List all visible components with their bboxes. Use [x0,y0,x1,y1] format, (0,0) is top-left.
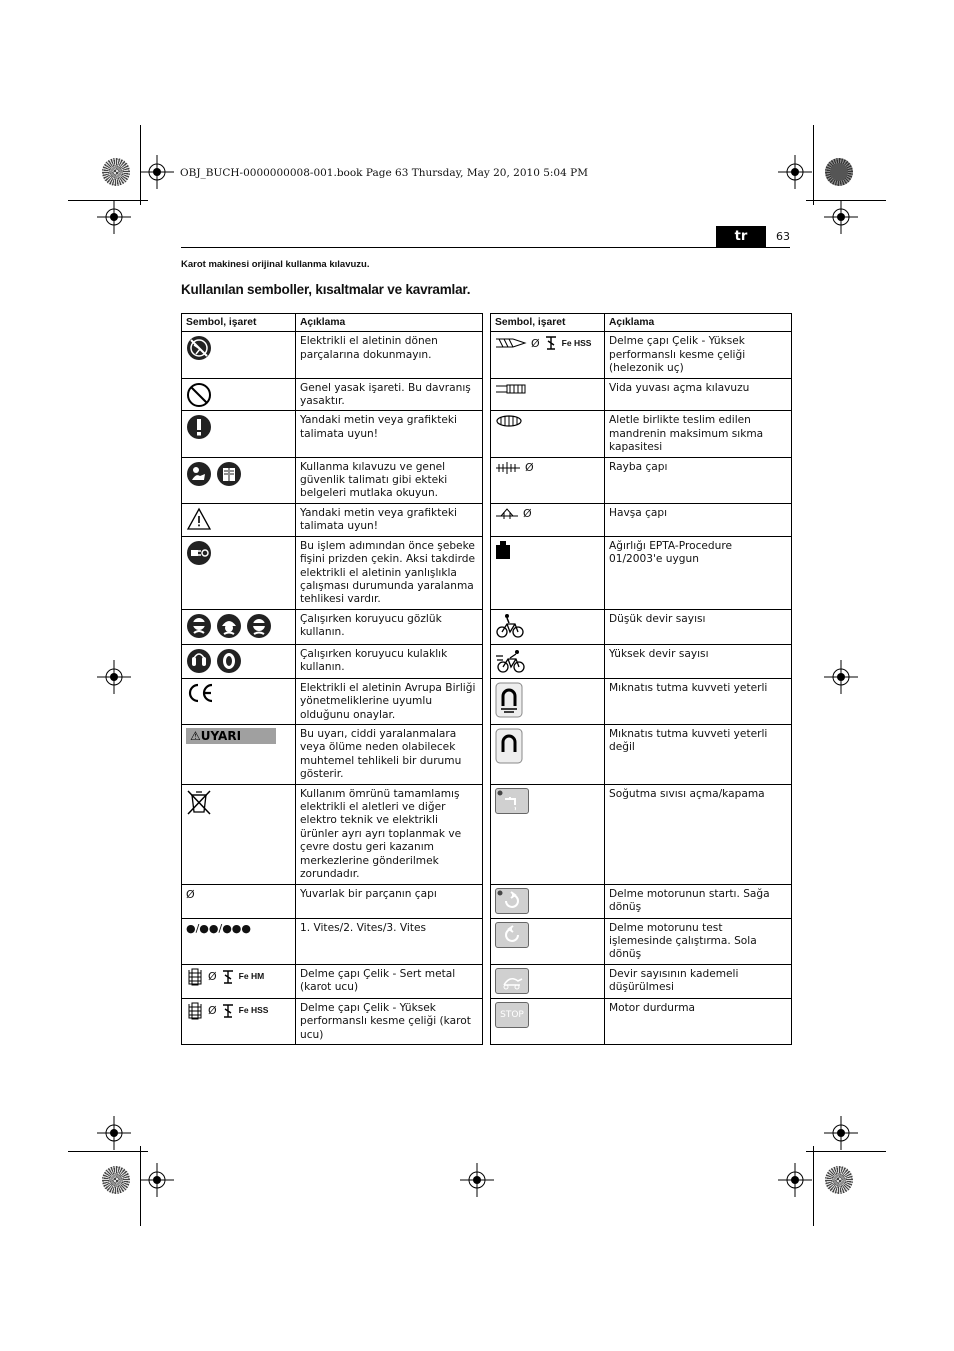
steel-material-icon [221,1003,235,1019]
symbol-description: Devir sayısının kademeli düşürülmesi [605,964,792,998]
chuck-icon [495,414,523,428]
wear-helmet-icon [216,613,242,639]
color-bar-rosette [102,158,130,186]
symbol-description: Vida yuvası açma kılavuzu [605,378,792,411]
table-row [182,457,792,503]
symbol-description: Mıknatıs tutma kuvveti yeterli [605,678,792,724]
symbol-description: Delme çapı Çelik - Yüksek performanslı kesme çeliği (helezonik uç) [605,332,792,378]
table-row [182,724,792,784]
symbol-description: Yuvarlak bir parçanın çapı [296,884,483,918]
symbol-description: Motor durdurma [605,998,792,1044]
symbol-description: Genel yasak işareti. Bu davranış yasaktır. [296,378,483,411]
high-speed-bike-icon [495,648,527,674]
diameter-symbol: Ø [186,887,195,901]
table-row [182,678,792,724]
registration-mark [778,1163,812,1197]
read-manual-icon [186,461,212,487]
table-row [182,998,792,1044]
countersink-icon [495,507,519,521]
registration-mark [140,1163,174,1197]
diameter-symbol: Ø [208,970,217,984]
table-row [182,536,792,609]
column-header-symbol: Sembol, işaret [182,314,296,332]
table-row [182,378,792,411]
diameter-symbol: Ø [523,507,532,521]
symbol-description: Delme motorunun startı. Sağa dönüş [605,884,792,918]
language-tab: tr [716,226,766,247]
registration-mark [824,1116,858,1150]
uyari-label: ⚠UYARI [186,728,276,744]
table-row [182,964,792,998]
symbol-description: Delme çapı Çelik - Yüksek performanslı kesme çeliği (karot ucu) [296,998,483,1044]
table-row [182,784,792,884]
coolant-button-icon [495,788,529,814]
symbol-description: Soğutma sıvısı açma/kapama [605,784,792,884]
motor-test-left-button-icon [495,922,529,948]
low-speed-bike-icon [495,613,525,639]
column-header-description: Açıklama [605,314,792,332]
symbol-description: Bu işlem adımından önce şebeke fişini prizden çekin. Aksi takdirde elektrikli el aletinin yanlışlıkla çalışması durumunda yaralanma tehlikesi vardır. [296,536,483,609]
symbols-table [181,313,792,1045]
unplug-icon [186,540,212,566]
material-code: Fe HSS [238,1005,269,1016]
diameter-symbol: Ø [525,460,534,474]
document-subtitle: Karot makinesi orijinal kullanma kılavuzu. [181,259,370,270]
file-header: OBJ_BUCH-0000000008-001.book Page 63 Thursday, May 20, 2010 5:04 PM [180,167,588,179]
wear-goggles-icon [186,613,212,639]
wear-face-shield-icon [246,613,272,639]
diameter-symbol: Ø [531,336,540,350]
color-bar-rosette [825,1166,853,1194]
registration-mark [140,155,174,189]
twist-drill-hss-icon [495,336,527,350]
color-bar-rosette [825,158,853,186]
diameter-symbol: Ø [208,1004,217,1018]
ce-mark-icon [186,682,216,704]
symbol-description: Aletle birlikte teslim edilen mandrenin maksimum sıkma kapasitesi [605,411,792,457]
tap-icon [495,382,527,396]
symbol-description: Yüksek devir sayısı [605,644,792,678]
wear-ear-protection-icon [216,648,242,674]
registration-mark [97,200,131,234]
do-not-touch-rotating-icon [186,335,212,361]
magnet-insufficient-icon [495,728,523,764]
registration-mark [97,660,131,694]
symbol-description: Yandaki metin veya grafikteki talimata uyun! [296,411,483,457]
symbol-description: Bu uyarı, ciddi yaralanmalara veya ölüme neden olabilecek muhtemel tehlikeli bir durumu gösterir. [296,724,483,784]
page-number: 63 [776,230,790,243]
color-bar-rosette [102,1166,130,1194]
mandatory-exclamation-icon [186,414,212,440]
symbol-description: Havşa çapı [605,503,792,536]
symbol-description: Delme motorunu test işlemesinde çalıştırma. Sola dönüş [605,918,792,964]
column-header-description: Açıklama [296,314,483,332]
magnet-ok-icon [495,682,523,718]
symbol-description: Delme çapı Çelik - Sert metal (karot ucu) [296,964,483,998]
table-row [182,332,792,378]
material-code: Fe HM [238,971,265,982]
symbol-description: Düşük devir sayısı [605,609,792,644]
table-row [182,644,792,678]
prohibition-icon [186,382,212,408]
weight-icon [495,540,511,560]
column-header-symbol: Sembol, işaret [491,314,605,332]
motor-start-right-button-icon [495,888,529,914]
material-code: Fe HSS [561,337,592,348]
gear-dots: ●/●●/●●● [186,921,252,935]
table-row [182,503,792,536]
core-bit-hm-icon [186,968,204,986]
warning-triangle-icon [186,507,212,531]
steel-material-icon [221,969,235,985]
symbol-description: Kullanma kılavuzu ve genel güvenlik talimatı gibi ekteki belgeleri mutlaka okuyun. [296,457,483,503]
symbol-description: Yandaki metin veya grafikteki talimata uyun! [296,503,483,536]
header-rule [181,247,790,248]
symbol-description: Rayba çapı [605,457,792,503]
registration-mark [824,660,858,694]
symbol-description: Ağırlığı EPTA-Procedure 01/2003'e uygun [605,536,792,609]
symbol-description: Mıknatıs tutma kuvveti yeterli değil [605,724,792,784]
table-header-row [182,314,792,332]
symbol-description: Kullanım ömrünü tamamlamış elektrikli el aletleri ve diğer elektro teknik ve elektrikli ürünler ayrı ayrı toplanmak ve çevre dostu geri kazanım merkezlerine gönderilmek zorundadır. [296,784,483,884]
reamer-icon [495,461,521,475]
table-row [182,884,792,918]
manual-book-icon [216,461,242,487]
table-row [182,609,792,644]
table-row [182,918,792,964]
table-row [182,411,792,457]
stop-button-icon: STOP [495,1002,529,1028]
core-bit-hss-icon [186,1002,204,1020]
registration-mark [824,200,858,234]
weee-bin-icon [186,788,212,816]
symbol-description: 1. Vites/2. Vites/3. Vites [296,918,483,964]
wear-ear-protection-icon [186,648,212,674]
symbol-description: Çalışırken koruyucu gözlük kullanın. [296,609,483,644]
speed-reduce-button-icon [495,968,529,994]
registration-mark [97,1116,131,1150]
section-title: Kullanılan semboller, kısaltmalar ve kavramlar. [181,282,471,297]
symbol-description: Çalışırken koruyucu kulaklık kullanın. [296,644,483,678]
steel-material-icon [544,335,558,351]
registration-mark [778,155,812,189]
symbol-description: Elektrikli el aletinin dönen parçalarına dokunmayın. [296,332,483,378]
symbol-description: Elektrikli el aletinin Avrupa Birliği yönetmeliklerine uyumlu olduğunu onaylar. [296,678,483,724]
registration-mark [460,1163,494,1197]
